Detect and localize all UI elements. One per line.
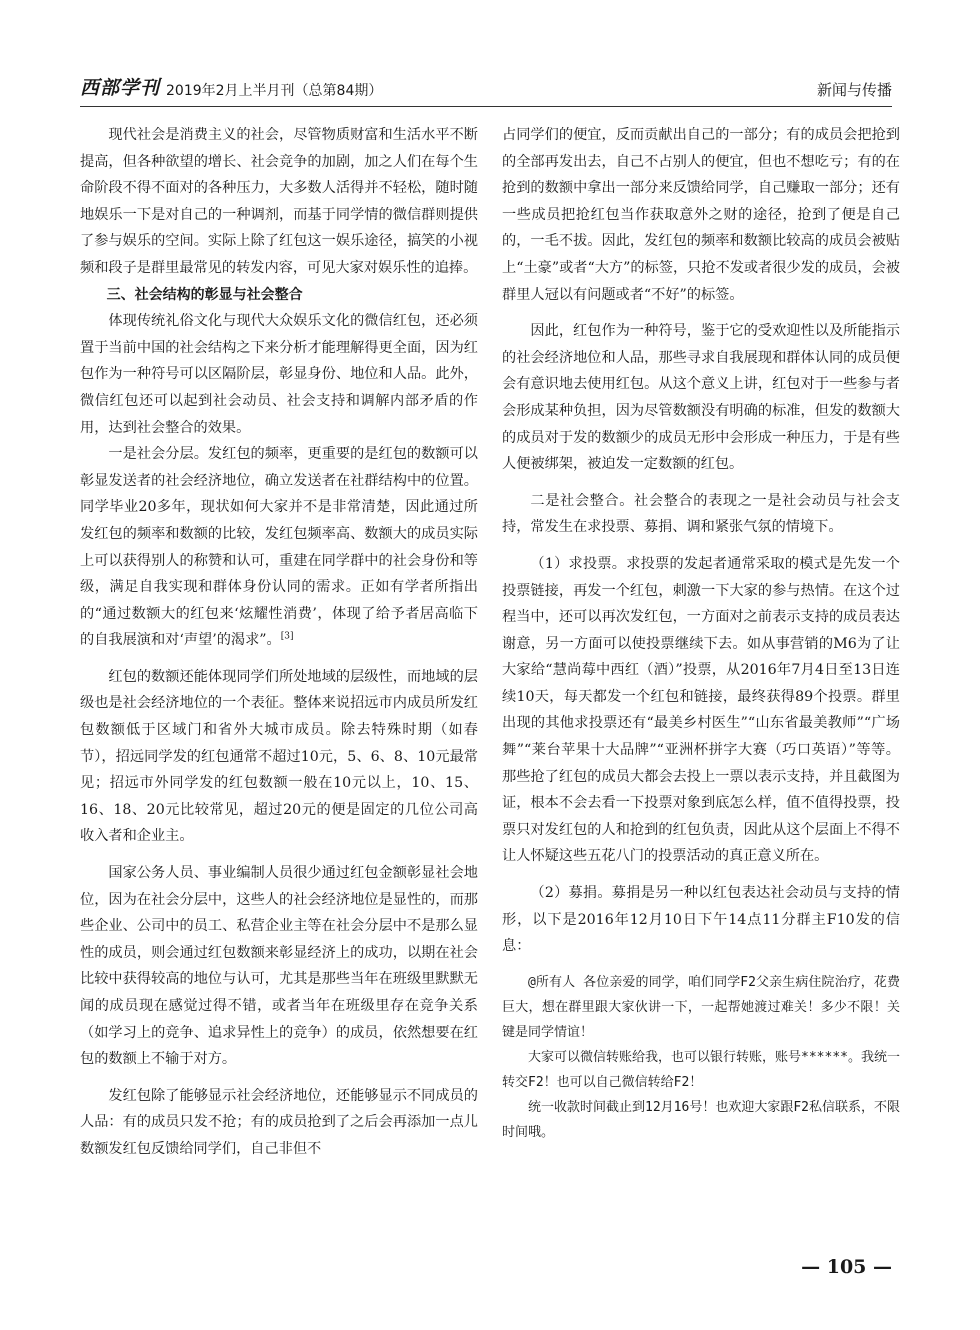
paragraph: 因此，红包作为一种符号，鉴于它的受欢迎性以及所能指示的社会经济地位和人品，那些寻求自我展现和群体认同的成员便会有意识地去使用红包。从这个意义上讲，红包对于一些参与者会形成某种负担，因为尽管数额没有明确的标准，但发的数额大的成员对于发的数额少的成员无形中会形成一种压力，于是有些人便被绑架，被迫发一定数额的红包。 [502,323,900,473]
paragraph: （2）募捐。募捐是另一种以红包表达社会动员与支持的情形，以下是2016年12月10日下午14点11分群主F10发的信息： [502,885,900,955]
section-heading: 三、社会结构的彰显与社会整合 [106,286,303,303]
paragraph: 体现传统礼俗文化与现代大众娱乐文化的微信红包，还必须置于当前中国的社会结构之下来分析才能理解得更全面，因为红包作为一种符号可以区隔阶层，彰显身份、地位和人品。此外，微信红包还可以起到社会动员、社会支持和调解内部矛盾的作用，达到社会整合的效果。 [80,313,478,436]
paragraph: 占同学们的便宜，反而贡献出自己的一部分；有的成员会把抢到的全部再发出去，自己不占别人的便宜，但也不想吃亏；有的在抢到的数额中拿出一部分来反馈给同学，自己赚取一部分；还有一些成员把抢红包当作获取意外之财的途径，抢到了便是自己的，一毛不拔。因此，发红包的频率和数额比较高的成员会被贴上“土豪”或者“大方”的标签，只抢不发或者很少发的成员，会被群里人冠以有问题或者“不好”的标签。 [502,127,900,303]
quoted-message: 大家可以微信转账给我，也可以银行转账，账号******。我统一转交F2！也可以自己微信转给F2！ [502,1049,900,1090]
quoted-message: @所有人 各位亲爱的同学，咱们同学F2父亲生病住院治疗，花费巨大，想在群里跟大家伙讲一下，一起帮她渡过难关！多少不限！关键是同学情谊！ [502,974,900,1040]
paragraph: （1）求投票。求投票的发起者通常采取的模式是先发一个投票链接，再发一个红包，刺激一下大家的参与热情。在这个过程当中，还可以再次发红包，一方面对之前表示支持的成员表达谢意，另一方面可以使投票继续下去。如从事营销的M6为了让大家给“慧尚莓中西红（酒）”投票，从2016年7月4日至13日连续10天，每天都发一个红包和链接，最终获得89个投票。群里出现的其他求投票还有“最美乡村医生”“山东省最美教师”“广场舞”“莱台苹果十大品牌”“亚洲杯拼字大赛（巧口英语）”等等。那些抢了红包的成员大都会去投上一票以表示支持，并且截图为证，根本不会去看一下投票对象到底怎么样，值不值得投票，投票只对发红包的人和抢到的红包负责，因此从这个层面上不得不让人怀疑这些五花八门的投票活动的真正意义所在。 [502,555,900,865]
page-number: — 105 — [801,1256,892,1278]
section-name: 新闻与传播 [816,81,892,99]
issue-info: 2019年2月上半月刊（总第84期） [166,83,383,99]
journal-name: 西部学刊 [80,77,161,99]
paragraph: 现代社会是消费主义的社会，尽管物质财富和生活水平不断提高，但各种欲望的增长、社会竞争的加剧，加之人们在每个生命阶段不得不面对的各种压力，大多数人活得并不轻松，随时随地娱乐一下是对自己的一种调剂，而基于同学情的微信群则提供了参与娱乐的空间。实际上除了红包这一娱乐途径，搞笑的小视频和段子是群里最常见的转发内容，可见大家对娱乐性的追捧。 [80,127,478,276]
page-header [80,72,892,107]
paragraph: 国家公务人员、事业编制人员很少通过红包金额彰显社会地位，因为在社会分层中，这些人的社会经济地位是显性的，而那些企业、公司中的员工、私营企业主等在社会分层中不是那么显性的成员，则会通过红包数额来彰显经济上的成功，以期在社会比较中获得较高的地位与认可，尤其是那些当年在班级里默默无闻的成员现在感觉过得不错，或者当年在班级里存在竞争关系（如学习上的竞争、追求异性上的竞争）的成员，依然想要在红包的数额上不输于对方。 [80,865,478,1068]
quoted-message: 统一收款时间截止到12月16号！也欢迎大家跟F2私信联系，不限时间哦。 [502,1099,900,1140]
paragraph: 红包的数额还能体现同学们所处地域的层级性，而地域的层级也是社会经济地位的一个表征。整体来说招远市内成员所发红包数额低于区域门和省外大城市成员。除去特殊时期（如春节），招远同学发的红包通常不超过10元，5、6、8、10元最常见；招远市外同学发的红包数额一般在10元以上，10、15、16、18、20元比较常见，超过20元的便是固定的几位公司高收入者和企业主。 [80,668,478,845]
paragraph: 二是社会整合。社会整合的表现之一是社会动员与社会支持，常发生在求投票、募捐、调和紧张气氛的情境下。 [502,492,900,536]
left-column [80,122,478,1163]
paragraph-text: 一是社会分层。发红包的频率，更重要的是红包的数额可以彰显发送者的社会经济地位，确立发送者在社群结构中的位置。同学毕业20多年，现状如何大家并不是非常清楚，因此通过所发红包的频率和数额的比较，发红包频率高、数额大的成员实际上可以获得别人的称赞和认可，重建在同学群中的社会身份和等级，满足自我实现和群体身份认同的需求。正如有学者所指出的“通过数额大的红包来‘炫耀性消费’，体现了给予者居高临下的自我展演和对‘声望’的渴求”。 [80,446,478,649]
citation-ref: [3] [280,631,294,642]
paragraph: 发红包除了能够显示社会经济地位，还能够显示不同成员的人品：有的成员只发不抢；有的成员抢到了之后会再添加一点儿数额发红包反馈给同学们，自己非但不 [80,1087,478,1157]
right-column [502,122,900,1145]
paragraph [80,441,478,654]
header-left [80,73,382,106]
